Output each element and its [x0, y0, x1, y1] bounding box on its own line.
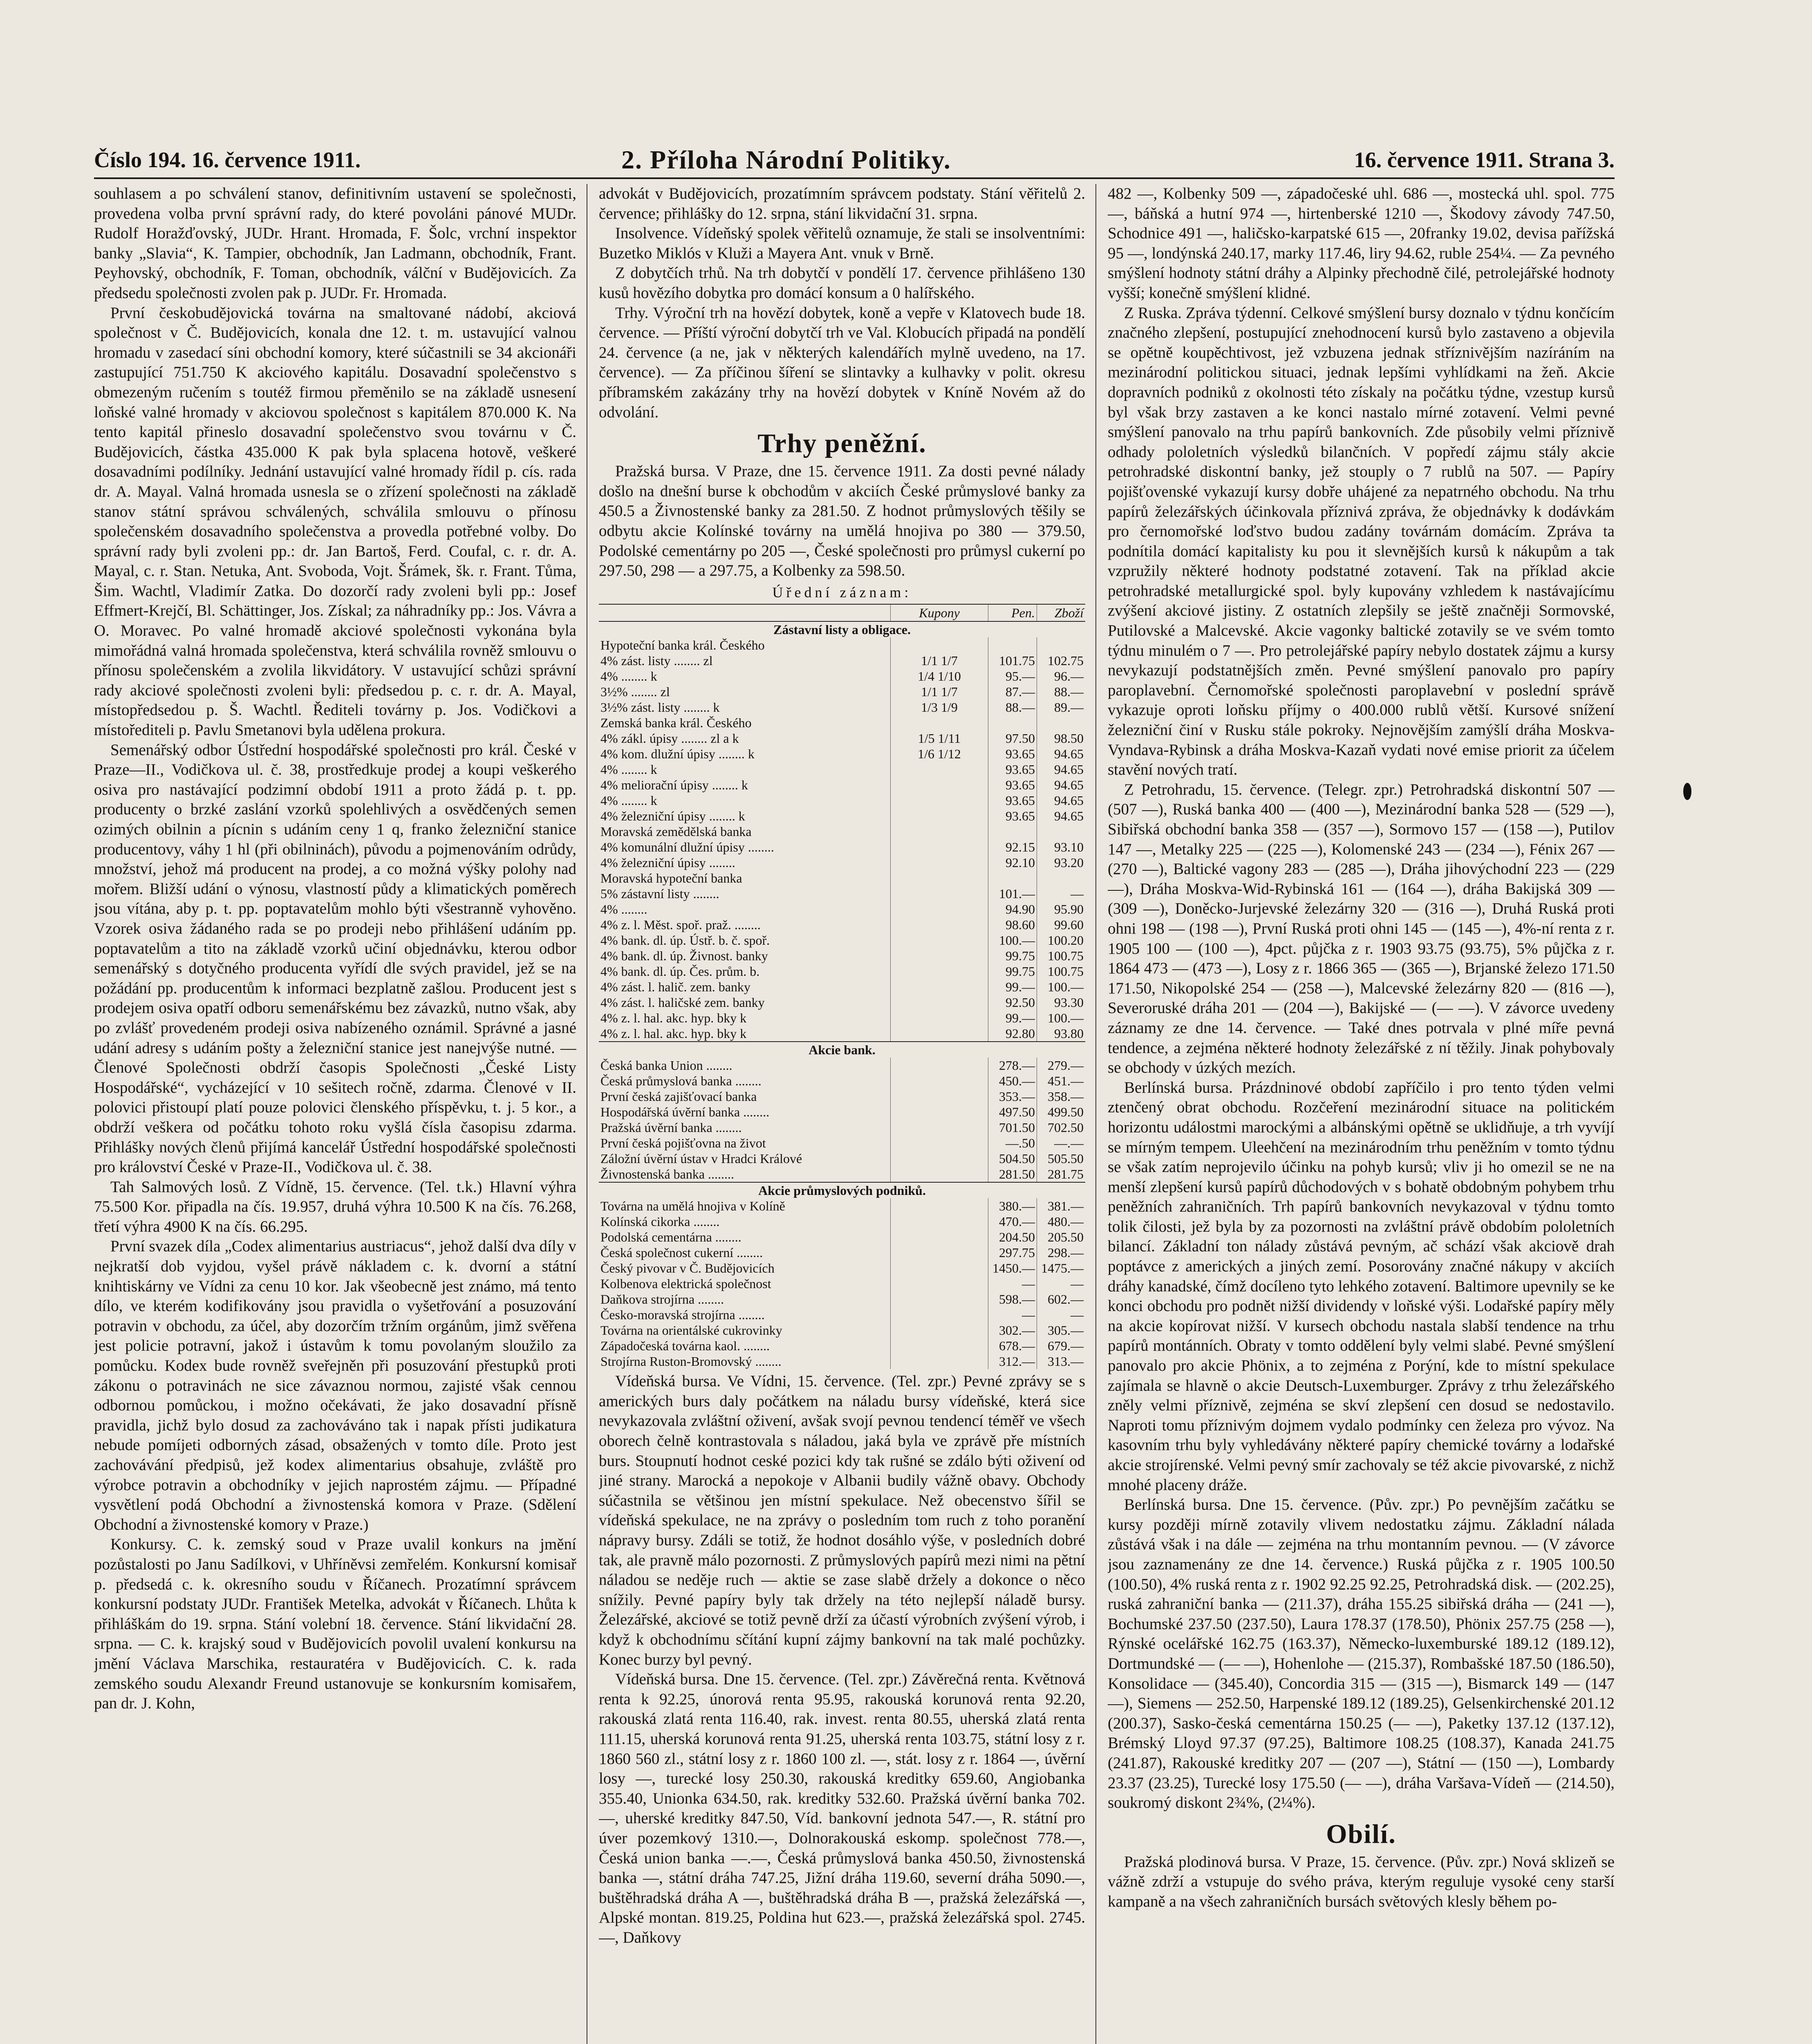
security-name: Pražská úvěrní banka ........	[600, 1120, 742, 1135]
price-money: 93.65	[988, 746, 1037, 762]
price-goods: 93.20	[1037, 855, 1086, 870]
price-money: 278.—	[988, 1058, 1037, 1073]
table-row	[599, 1354, 1085, 1369]
price-money: 100.—	[988, 932, 1037, 948]
table-row	[599, 1135, 1085, 1151]
security-name: 4% zást. l. haličské zem. banky	[600, 995, 765, 1010]
security-name: Podolská cementárna ........	[600, 1230, 741, 1245]
price-money: 353.—	[988, 1089, 1037, 1104]
security-name: Česko-moravská strojírna ........	[600, 1307, 765, 1322]
table-header: Pen.	[988, 604, 1037, 621]
coupon-dates	[891, 1026, 988, 1042]
price-money	[988, 637, 1037, 653]
coupon-dates	[891, 839, 988, 855]
security-name: 4% zákl. úpisy ........ zl a k	[600, 731, 739, 746]
table-row	[599, 855, 1085, 870]
security-name: Živnostenská banka ........	[600, 1167, 735, 1182]
security-name: 4% bank. dl. úp. Živnost. banky	[600, 948, 768, 964]
security-name: Kolbenova elektrická společnost	[600, 1276, 771, 1291]
table-row	[599, 901, 1085, 917]
price-money	[988, 715, 1037, 731]
table-row	[599, 653, 1085, 668]
coupon-dates	[891, 932, 988, 948]
article-paragraph: Tah Salmových losů. Z Vídně, 15. července. (Tel. t.k.) Hlavní výhra 75.500 Kor. připadla na čís. 19.957, druhá výhra 10.500 K na čís. 76.268, třetí výhra 4900 K na čís. 66.295.	[94, 1178, 576, 1235]
article-paragraph: Berlínská bursa. Prázdninové období zapříčilo i pro tento týden velmi ztenčený obrat obchodu. Rozčeření mezinárodní situace na politickém horizontu událostmi marockými a albánskými opětně se uklidňuje, a trh vyvíjí se mírným tempem. Uleehčení na mezinárodním trhu peněžním v tomto týdnu se však zatím neprojevilo účinku na pohyb kursů; vliv ji ho omezil se ne na menší zlepšení kursů papírů důchodových v s bohatě obdobným pohybem trhu peněžních zahraničních. Trh papírů bankovních nevykazoval v týdnu tomto tolik čilosti, jež byla by za pozornosti na zvláštní právě obdobím pololetních bilancí. Základní ton nálady zůstává pevným, ač schází však akciově drah poptávce z amerických a jiných zemí. Posorovány značné nákupy v akciích dráhy kanadské, čímž docíleno tyto lehkého zotavení. Baltimore upevnily se ke konci obchodu pro podnět nižší dividendy v loňské výši. Lodařské papíry měly na akcie kopírovat nižší. V kursech obchodu nastala slabší tendence na trhu papírů montánních. Obraty v tomto oddělení byly velmi slabé. Pevné smýšlení panovalo pro akcie Phönix, a to zejména z Porýní, kde to místní spekulace zajímala se hlavně o akcie Deutsch-Luxemburger. Zprávy z trhu železářského zněly velmi příznivě, zejména se skví zlepšení cen dosud se nedostavilo. Naproti tomu příznivým dojmem vydalo podmínky cen železa pro vývoz. Na kasovním trhu byly vyhledávány některé papíry chemické továrny a lodařské akcie strojírenské. Velmi pevný smír zachovaly se též akcie pivovarské, z nichž mnohé placeny dráže.	[1108, 1078, 1615, 1494]
table-row	[599, 762, 1085, 777]
price-money: 101.—	[988, 886, 1037, 901]
security-name: 5% zástavní listy ........	[600, 886, 719, 901]
price-goods: 313.—	[1037, 1354, 1086, 1369]
price-money: 93.65	[988, 793, 1037, 808]
price-money: 380.—	[988, 1198, 1037, 1214]
price-money: 497.50	[988, 1104, 1037, 1120]
price-money: 88.—	[988, 699, 1037, 715]
table-header: Kupony	[891, 604, 988, 621]
coupon-dates	[891, 1089, 988, 1104]
price-money	[988, 870, 1037, 886]
coupon-dates	[891, 1354, 988, 1369]
issue-number-date: Číslo 194. 16. července 1911.	[94, 148, 361, 172]
coupon-dates	[891, 964, 988, 979]
price-goods: 98.50	[1037, 731, 1086, 746]
table-row	[599, 1322, 1085, 1338]
table-row	[599, 870, 1085, 886]
security-name: Daňkova strojírna ........	[600, 1292, 724, 1307]
price-goods: 305.—	[1037, 1322, 1086, 1338]
price-goods: 89.—	[1037, 699, 1086, 715]
table-row	[599, 808, 1085, 824]
table-row	[599, 715, 1085, 731]
article-paragraph: Pražská bursa. V Praze, dne 15. července 1911. Za dosti pevné nálady došlo na dnešní burse k obchodům v akciích České průmyslové banky za 450.5 a Živnostenské banky za 281.50. Z hodnot průmyslových těšily se odbytu akcie Kolínské továrny na umělá hnojiva po 380 — 379.50, Podolské cementárny po 205 —, České společnosti pro průmysl cukerní po 297.50, 298 — a 297.75, a Kolbenky za 598.50.	[599, 462, 1085, 580]
coupon-dates	[891, 1073, 988, 1089]
security-name: Strojírna Ruston-Bromovský ........	[600, 1354, 782, 1369]
price-goods: 100.—	[1037, 1010, 1086, 1026]
article-paragraph: Berlínská bursa. Dne 15. července. (Pův. zpr.) Po pevnějším začátku se kursy později mírně zotavily vlivem nedostatku zájmu. Základní nálada zůstává však i na dále — zejména na trhu montanním pevnou. — (V závorce jsou zaznamenány ze dne 14. července.) Ruská půjčka z r. 1905 100.50 (100.50), 4% ruská renta z r. 1902 92.25 92.25, Petrohradská disk. — (202.25), ruská zahraniční banka — (211.37), dráha 155.25 sibiřská dráha — (241 —), Bochumské 237.50 (237.50), Laura 178.37 (178.50), Phönix 257.75 (258 —), Rýnské ocelářské 162.75 (163.37), Německo-luxemburské 189.12 (189.12), Dortmundské — (— —), Hohenlohe — (215.37), Rombašské 187.50 (186.50), Konsolidace — (345.40), Concordia 315 — (315 —), Bismarck 149 — (147 —), Siemens — 252.50, Harpenské 189.12 (189.25), Gelsenkirchenské 201.12 (200.37), Sasko-česká cementárna 150.25 (— —), Paketky 137.12 (137.12), Brémský Lloyd 97.37 (97.25), Baltimore 108.25 (108.37), Kanada 241.75 (241.87), Rakouské kreditky 207 — (207 —), Státní — (150 —), Lombardy 23.37 (23.25), Turecké losy 175.50 (— —), dráha Varšava-Vídeň — (214.50), soukromý diskont 2¾%, (2¼%).	[1108, 1496, 1615, 1812]
group-title: Akcie průmyslových podniků.	[599, 1182, 1085, 1198]
article-paragraph: Z Ruska. Zpráva týdenní. Celkové smýšlení bursy doznalo v týdnu končícím značného zlepšení, postupující znehodnocení kursů bylo zastaveno a objevila se opětně koupěchtivost, jež vzbuzena jednak stříznivějším nazíráním na mezinárodní politickou situaci, jednak lepšími vyhlídkami na žeň. Akcie dopravních podniků z okolnosti této získaly na počátku týdne, vzestup kursů byl však brzy zastaven a ke konci nastalo mírné zotavení. Velmi pevné smýšlení panovalo na trhu papírů bankovních. Zde působily velmi příznivě odhady pololetních výsledků bilančních. V popředí zájmu stály akcie petrohradské diskontní banky, jež stouply o 7 rublů na 507. — Papíry pojišťovenské vykazují kursy dobře uhájené za nepatrného obchodu. Na trhu papírů železářských účinkovala příznivá zpráva, že objednávky k dodávkám pro černomořské loďstvo budou zadány továrnám domácím. Zpráva ta podnítila domácí kapitalisty ku pou it slevnějších kursů k nákupům a tak vzpružily některé hodnoty podstatné zotavení. Tak na příklad akcie petrohradské metallurgické spol. byly kupovány vzhledem k nastávajícímu zvýšení akciové jistiny. Z ostatních zlepšily se ještě značněji Sormovské, Putilovské a Malcevské. Akcie vagonky baltické zotavily se ve svém tomto týdnu minulém o 7 —. Pro petrolejářské papíry nebylo dostatek zájmu a kursy nevykazují podstatnějších změn. Pevné smýšlení panovalo pro papíry paroplavební. Černomořské společnosti paroplavební v poslední správě vykazuje oproti loňsku příjmy o 400.000 rublů větší. Kursové snížení železniční činí v Rusku stále pokroky. Nejnovějším zamýšlí dráha Moskva-Vyndava-Rybinsk a dráha Moskva-Kazaň vydati nové emise priorit za účelem stavění nových tratí.	[1108, 304, 1615, 779]
table-row	[599, 1026, 1085, 1042]
table-row	[599, 746, 1085, 762]
article-paragraph: První českobudějovická továrna na smaltované nádobí, akciová společnost v Č. Budějovicích, konala dne 12. t. m. ustavující valnou hromadu v zasedací síni obchodní komory, které súčastnili se 34 akcionáři zastupující 751.750 K akciového kapitálu. Dosavadní společenstvo s obmezeným ručením s toutéž firmou přeměnilo se na základě usnesení loňské valné hromady v akciovou společnost s kapitálem 870.000 K. Na tento kapitál přineslo dosavadní společenstvo svou továrnu v Č. Budějovicích, částka 435.000 K pak byla splacena hotově, veškeré dosavadními podílníky. Jednání ustavující valné hromady řídil p. cís. rada dr. A. Mayal. Valná hromada usnesla se o zřízení společnosti na základě stanov státní správou schválených, schválila smlouvu o přínosu společenském dosavadního společenstva a provedla potřebné volby. Do správní rady byli zvoleni pp.: dr. Jan Bartoš, Ferd. Coufal, c. r. dr. A. Mayal, c. r. Stan. Netuka, Ant. Svoboda, Vojt. Šrámek, šk. r. Frant. Tůma, Šim. Wachtl, Vladimír Zatka. Do dozorčí rady zvoleni byli pp.: Josef Effmert-Krejčí, Bl. Schättinger, Jos. Získal; za náhradníky pp.: Jos. Vávra a O. Moravec. Po valné hromadě akciové společnosti vykonána byla mimořádná valná hromada společenstva, která schválila rovněž smlouvu o přínosu společenském a zvolila likvidátory. V ustavující schůzi správní rady akciové společnosti zvoleni byli: předsedou p. c. r. dr. A. Mayal, místopředsedou p. Š. Wachtl. Řediteli továrny p. Jos. Vodičkovi a místořediteli p. Pavlu Smetanovi byla udělena prokura.	[94, 304, 576, 739]
coupon-dates	[891, 1338, 988, 1354]
price-money: 312.—	[988, 1354, 1037, 1369]
price-money: 87.—	[988, 684, 1037, 699]
article-paragraph: Pražská plodinová bursa. V Praze, 15. července. (Pův. zpr.) Nová sklizeň se vážně zdrží a vstupuje do svého práva, kterým reguluje vysoké ceny starší kampaně a na všech zahraničních bursách světových klesly během po-	[1108, 1853, 1615, 1910]
article-paragraph: Z dobytčích trhů. Na trh dobytčí v pondělí 17. července přihlášeno 130 kusů hovězího dobytka pro domácí konsum a 0 halířského.	[599, 264, 1085, 302]
price-money: 470.—	[988, 1214, 1037, 1229]
coupon-dates	[891, 808, 988, 824]
security-name: 4% z. l. hal. akc. hyp. bky k	[600, 1026, 747, 1041]
article-paragraph: Z Petrohradu, 15. července. (Telegr. zpr.) Petrohradská diskontní 507 — (507 —), Ruská banka 400 — (400 —), Mezinárodní banka 528 — (529 —), Sibiřská obchodní banka 358 — (357 —), Sormovo 157 — (158 —), Putilov 147 —, Metalky 225 — (225 —), Kolomenské 243 — (234 —), Fénix 267 — (270 —), Baltické vagony 283 — (285 —), Dráha jihovýchodní 223 — (229 —), Dráha Moskva-Wid-Rybinská 161 — (164 —), dráha Bakijská 309 — (309 —), Doněcko-Jurjevské železárny 320 — (316 —), Druhá Ruská proti ohni 198 — (198 —), První Ruská proti ohni 145 — (145 —), 4%-ní renta z r. 1905 100 — (100 —), 4pct. půjčka z r. 1903 93.75 (93.75), 5% půjčka z r. 1864 473 — (473 —), Losy z r. 1866 365 — (365 —), Brjanské železo 171.50 171.50, Nikopolské 254 — (258 —), Malcevské železárny 820 — (816 —), Severoruské dráha 201 — (204 —), Bakijské — (— —). V závorce uvedeny záznamy ze dne 14. července. — Také dnes potrvala v plné míře pevná tendence, a zejména některé hodnoty železářské z ní těžily. Jinak pohybovaly se obchody v úzkých mezích.	[1108, 780, 1615, 1077]
coupon-dates: 1/1 1/7	[891, 684, 988, 699]
security-name: 3½% zást. listy ........ k	[600, 700, 720, 715]
price-goods: 100.75	[1037, 948, 1086, 964]
table-row	[599, 1214, 1085, 1229]
price-goods: 93.80	[1037, 1026, 1086, 1042]
coupon-dates	[891, 886, 988, 901]
price-goods: 96.—	[1037, 668, 1086, 684]
table-row	[599, 777, 1085, 793]
coupon-dates	[891, 777, 988, 793]
price-goods: 298.—	[1037, 1245, 1086, 1260]
price-money: 92.80	[988, 1026, 1037, 1042]
price-money: 92.10	[988, 855, 1037, 870]
coupon-dates	[891, 870, 988, 886]
table-row	[599, 1010, 1085, 1026]
table-row	[599, 1104, 1085, 1120]
column-divider	[1095, 184, 1096, 2044]
article-paragraph: Vídeňská bursa. Dne 15. července. (Tel. zpr.) Závěrečná renta. Květnová renta k 92.25, únorová renta 95.95, rakouská korunová renta 92.20, rakouská zlatá renta 116.40, rak. invest. renta 80.55, uherská zlatá renta 111.15, uherská korunová renta 91.25, uherská renta 103.75, státní losy z r. 1860 560 zl., státní losy z r. 1860 100 zl. —, stát. losy z r. 1864 —, úvěrní losy —, turecké losy 250.30, rakouská kreditky 659.60, Angiobanka 355.40, Unionka 634.50, rak. kreditky 532.60. Pražská úvěrní banka 702.—, uherské kreditky 847.50, Víd. bankovní jednota 547.—, R. státní pro úver pozemkový 1310.—, Dolnorakouská eskomp. společnost 778.—, Česká union banka —.—, Česká průmyslová banka 450.50, živnostenská banka —, státní dráha 747.25, Jižní dráha 119.60, severní dráha 5090.—, buštěhradská dráha A —, buštěhradská dráha B —, pražská železářská —, Alpské montan. 819.25, Poldina hut 623.—, pražská železářská spol. 2745.—, Daňkovy	[599, 1670, 1085, 1946]
price-goods: 100.75	[1037, 964, 1086, 979]
table-row	[599, 699, 1085, 715]
coupon-dates	[891, 824, 988, 839]
price-goods: 94.65	[1037, 808, 1086, 824]
price-goods: 279.—	[1037, 1058, 1086, 1073]
security-name: Česká banka Union ........	[600, 1058, 732, 1073]
price-goods: —	[1037, 1276, 1086, 1291]
table-row	[599, 668, 1085, 684]
coupon-dates	[891, 979, 988, 995]
price-goods: 505.50	[1037, 1151, 1086, 1166]
column-1	[94, 184, 576, 2044]
price-money: 101.75	[988, 653, 1037, 668]
security-name: 4% z. l. Měst. spoř. praž. ........	[600, 917, 761, 932]
security-name: 4% ........	[600, 902, 647, 917]
price-money: 297.75	[988, 1245, 1037, 1260]
price-money: 678.—	[988, 1338, 1037, 1354]
article-paragraph: souhlasem a po schválení stanov, definitivním ustavení se společnosti, provedena volba první správní rady, do které povoláni pánové MUDr. Rudolf Horažďovský, JUDr. Hrant. Hromada, F. Šolc, vrchní inspektor banky „Slavia“, K. Tampier, obchodník, Jan Ladmann, obchodník, Frant. Peyhovský, obchodník, F. Toman, obchodník, válční v Budějovicích. Za předsedu společnosti zvolen pak p. JUDr. Fr. Hromada.	[94, 185, 576, 302]
price-goods: 602.—	[1037, 1291, 1086, 1307]
table-row	[599, 995, 1085, 1010]
coupon-dates: 1/6 1/12	[891, 746, 988, 762]
security-name: 4% kom. dlužní úpisy ........ k	[600, 746, 755, 762]
table-group-heading	[599, 1182, 1085, 1198]
article-paragraph: Trhy. Výroční trh na hovězí dobytek, koně a vepře v Klatovech bude 18. července. — Příští výroční dobytčí trh ve Val. Klobucích připadá na pondělí 24. července (a ne, jak v některých kalendářích mylně uvedeno, na 17. července). — Za příčinou šíření se slintavky a kulhavky v polit. okresu příbramském zakázány trhy na hovězí dobytek v Kníně Novém až do odvolání.	[599, 304, 1085, 421]
security-name: Český pivovar v Č. Budějovicích	[600, 1261, 775, 1276]
price-goods: 88.—	[1037, 684, 1086, 699]
table-row	[599, 839, 1085, 855]
security-name: Hospodářská úvěrní banka ........	[600, 1105, 770, 1120]
price-money: —	[988, 1276, 1037, 1291]
table-row	[599, 1120, 1085, 1135]
coupon-dates	[891, 1166, 988, 1182]
security-name: Česká průmyslová banka ........	[600, 1074, 762, 1089]
table-row	[599, 1291, 1085, 1307]
price-money: 95.—	[988, 668, 1037, 684]
coupon-dates	[891, 1229, 988, 1245]
coupon-dates	[891, 917, 988, 932]
price-goods: 281.75	[1037, 1166, 1086, 1182]
table-row	[599, 948, 1085, 964]
price-money: 97.50	[988, 731, 1037, 746]
ink-blot	[1683, 783, 1691, 800]
coupon-dates: 1/4 1/10	[891, 668, 988, 684]
table-row	[599, 1260, 1085, 1276]
price-goods: 94.65	[1037, 777, 1086, 793]
price-money: 701.50	[988, 1120, 1037, 1135]
coupon-dates	[891, 793, 988, 808]
section-heading-grain: Obilí.	[1326, 1819, 1396, 1849]
table-row	[599, 1151, 1085, 1166]
coupon-dates	[891, 1198, 988, 1214]
price-money: 92.15	[988, 839, 1037, 855]
price-money: 99.—	[988, 979, 1037, 995]
table-row	[599, 1089, 1085, 1104]
header-rule	[94, 177, 1615, 179]
security-name: 4% bank. dl. úp. Čes. prům. b.	[600, 964, 760, 979]
price-table	[599, 604, 1085, 1369]
price-goods: 95.90	[1037, 901, 1086, 917]
table-group-heading	[599, 1042, 1085, 1058]
newspaper-page	[94, 147, 1615, 2044]
coupon-dates	[891, 1322, 988, 1338]
coupon-dates	[891, 1260, 988, 1276]
article-paragraph: První svazek díla „Codex alimentarius austriacus“, jehož další dva díly v nejkratší dob vyjdou, vyšel právě nákladem c. k. dvorní a státní knihtiskárny ve Vídni za cenu 10 kor. Jak všeobecně jest známo, má tento dílo, ve kterém kodifikovány jsou pravidla o vyšetřování a posuzování potravin v obchodu, za účel, aby dozorčím tržním orgánům, jimž svěřena jest policie potravní, jakož i ústavům k tomu povolaným sloužilo za pomůcku. Kodex bude rovněž sveřejněn při posuzování přestupků proti zákonu o potravinách ne sice závaznou normou, zajisté však cennou odbornou pomůckou, i možno očekávati, že jako dosavadní přísně pravidla, jichž bylo dosud za zachováváno tak i napak přísti judikatura nebude pomíjeti odborných zásad, obsažených v tomto díle. Proto jest zachovávání předpisů, jež kodex alimentarius obsahuje, zvláště pro výrobce potravin a obchodníky v jejich naprostém zájmu. — Případné vysvětlení podá Obchodní a živnostenská komora v Praze. (Sdělení Obchodní a živnostenské komory v Praze.)	[94, 1237, 576, 1533]
coupon-dates	[891, 1058, 988, 1073]
price-goods	[1037, 870, 1086, 886]
price-goods: 679.—	[1037, 1338, 1086, 1354]
coupon-dates: 1/5 1/11	[891, 731, 988, 746]
price-goods: 99.60	[1037, 917, 1086, 932]
security-name: První česká zajišťovací banka	[600, 1089, 757, 1104]
price-money: 99.75	[988, 964, 1037, 979]
price-goods: —	[1037, 1307, 1086, 1322]
coupon-dates	[891, 1151, 988, 1166]
price-money: 1450.—	[988, 1260, 1037, 1276]
table-row	[599, 979, 1085, 995]
price-money: 281.50	[988, 1166, 1037, 1182]
price-money: 450.—	[988, 1073, 1037, 1089]
article-paragraph: Semenářský odbor Ústřední hospodářské společnosti pro král. České v Praze—II., Vodičkova ul. č. 38, prostředkuje prodej a koupi veškerého osiva pro nastávající podzimní období 1911 a proto žádá p. t. pp. producenty o brzké zaslání vzorků spolehlivých a osvědčených semen ozimých obilnin a pícnin s udáním ceny 1 q, franko železniční stanice producentovy, váhy 1 hl (při obilninách), původu a pojmenováním odrůdy, množství, jehož má producent na prodej, a co možná výšky polohy nad mořem. Bližší udání o výnosu, vlastností půdy a klimatických poměrech jsou vítána, aby p. t. pp. poptavatelům mohlo býti všestranně vyhověno. Vzorek osiva žádaného rada se po prodeji nebo přihlášení udáním pp. poptavatelům a tito na základě vzorků učiní objednávku, kterou odbor semenářský s dotyčného producenta vyřídí dle svých pravidel, jež se na požádání pp. producentům k informaci bezplatně zašlou. Producent jest s prodejem osiva opatří odboru semenářskému bez závazků, nutno však, aby po zvlášť provedeném prodeji osiva nabízeného oznámil. Správné a jasné udání adresy s udáním pošty a železniční stanice jest nanejvýše nutné. — Členové Společnosti obdrží časopis Společnosti „České Listy Hospodářské“, vycházející v 10 sešitech ročně, zdarma. Členové v II. polovici přistoupí platí pouze polovici členského příspěvku, t. j. 5 kor., a obdrží veškera od počátku tohoto roku vyšlá čísla časopisu zdarma. Přihlášky nových členů přijímá kancelář Ústřední hospodářské společnosti pro království České v Praze-II., Vodičkova ul. č. 38.	[94, 741, 576, 1176]
table-row	[599, 1276, 1085, 1291]
table-row	[599, 1229, 1085, 1245]
price-money: 99.—	[988, 1010, 1037, 1026]
security-name: 4% z. l. hal. akc. hyp. bky k	[600, 1011, 747, 1026]
price-goods: —	[1037, 886, 1086, 901]
page-number-date: 16. července 1911. Strana 3.	[1354, 148, 1615, 172]
table-row	[599, 964, 1085, 979]
security-name: 4% zást. l. halič. zem. banky	[600, 979, 750, 995]
security-name: Česká společnost cukerní ........	[600, 1245, 763, 1260]
table-row	[599, 793, 1085, 808]
coupon-dates	[891, 1214, 988, 1229]
price-money: 92.50	[988, 995, 1037, 1010]
price-goods: 451.—	[1037, 1073, 1086, 1089]
coupon-dates	[891, 762, 988, 777]
table-row	[599, 1073, 1085, 1089]
security-name: Moravská hypoteční banka	[600, 871, 742, 886]
table-row	[599, 917, 1085, 932]
group-title: Akcie bank.	[599, 1042, 1085, 1058]
price-money: 99.75	[988, 948, 1037, 964]
security-name: Kolínská cikorka ........	[600, 1214, 720, 1229]
column-2	[599, 184, 1085, 2044]
article-paragraph: 482 —, Kolbenky 509 —, západočeské uhl. 686 —, mostecká uhl. spol. 775 —, báňská a hutní 974 —, hirtenberské 1210 —, Škodovy závody 747.50, Schodnice 491 —, haličsko-karpatské 615 —, 20franky 19.02, devisa pařížská 95 —, londýnská 240.17, marky 117.46, liry 94.62, ruble 254¼. — Za pevného smýšlení hodnoty státní dráhy a Alpinky přechodně čilé, petrolejářské hodnoty vyšší; konečně smýšlení klidné.	[1108, 185, 1615, 302]
security-name: Záložní úvěrní ústav v Hradci Králové	[600, 1151, 802, 1166]
price-goods: 102.75	[1037, 653, 1086, 668]
section-heading-money-markets: Trhy peněžní.	[757, 428, 927, 459]
column-3	[1108, 184, 1615, 2044]
group-title: Zástavní listy a obligace.	[599, 621, 1085, 637]
security-name: 4% bank. dl. úp. Ústř. b. č. spoř.	[600, 933, 770, 948]
price-goods: 1475.—	[1037, 1260, 1086, 1276]
security-name: Moravská zemědělská banka	[600, 824, 752, 839]
supplement-title: 2. Příloha Národní Politiky.	[621, 145, 951, 174]
coupon-dates	[891, 995, 988, 1010]
coupon-dates	[891, 1120, 988, 1135]
security-name: Továrna na umělá hnojiva v Kolíně	[600, 1199, 785, 1214]
coupon-dates	[891, 1307, 988, 1322]
price-goods: 381.—	[1037, 1198, 1086, 1214]
table-row	[599, 824, 1085, 839]
price-money: 598.—	[988, 1291, 1037, 1307]
security-name: 3½% ........ zl	[600, 684, 670, 699]
table-row	[599, 637, 1085, 653]
table-row	[599, 1166, 1085, 1182]
article-paragraph: advokát v Budějovicích, prozatímním správcem podstaty. Stání věřitelů 2. července; přihlášky do 12. srpna, stání likvidační 31. srpna.	[599, 185, 1085, 222]
security-name: 4% ........ k	[600, 762, 657, 777]
price-goods	[1037, 637, 1086, 653]
price-money: 93.65	[988, 808, 1037, 824]
price-goods: 499.50	[1037, 1104, 1086, 1120]
official-record-heading: Úřední záznam:	[772, 584, 912, 601]
table-row	[599, 1338, 1085, 1354]
price-goods: 480.—	[1037, 1214, 1086, 1229]
price-goods: 358.—	[1037, 1089, 1086, 1104]
table-row	[599, 731, 1085, 746]
price-money: 504.50	[988, 1151, 1037, 1166]
price-goods: 100.—	[1037, 979, 1086, 995]
price-money: 93.65	[988, 762, 1037, 777]
price-goods	[1037, 715, 1086, 731]
coupon-dates	[891, 901, 988, 917]
security-name: Západočeská továrna kaol. ........	[600, 1338, 770, 1354]
table-header	[599, 604, 891, 621]
security-name: 4% meliorační úpisy ........ k	[600, 778, 748, 793]
price-money: 94.90	[988, 901, 1037, 917]
coupon-dates	[891, 1104, 988, 1120]
price-goods: 94.65	[1037, 746, 1086, 762]
table-row	[599, 1307, 1085, 1322]
security-name: Zemská banka král. Českého	[600, 715, 752, 731]
table-row	[599, 932, 1085, 948]
page-header	[94, 147, 1615, 176]
coupon-dates: 1/3 1/9	[891, 699, 988, 715]
coupon-dates	[891, 1291, 988, 1307]
price-goods: —.—	[1037, 1135, 1086, 1151]
coupon-dates	[891, 1135, 988, 1151]
security-name: 4% zást. listy ........ zl	[600, 653, 713, 668]
coupon-dates: 1/1 1/7	[891, 653, 988, 668]
coupon-dates	[891, 1245, 988, 1260]
security-name: 4% ........ k	[600, 669, 657, 684]
price-money: 302.—	[988, 1322, 1037, 1338]
table-row	[599, 684, 1085, 699]
price-money: 93.65	[988, 777, 1037, 793]
price-goods: 94.65	[1037, 762, 1086, 777]
price-goods	[1037, 824, 1086, 839]
price-money: —.50	[988, 1135, 1037, 1151]
price-goods: 100.20	[1037, 932, 1086, 948]
coupon-dates	[891, 855, 988, 870]
coupon-dates	[891, 1276, 988, 1291]
security-name: První česká pojišťovna na život	[600, 1136, 766, 1151]
coupon-dates	[891, 948, 988, 964]
table-row	[599, 1198, 1085, 1214]
price-money: —	[988, 1307, 1037, 1322]
security-name: 4% železniční úpisy ........	[600, 855, 735, 870]
price-goods: 93.10	[1037, 839, 1086, 855]
price-money: 98.60	[988, 917, 1037, 932]
table-row	[599, 1245, 1085, 1260]
table-header: Zboží	[1037, 604, 1086, 621]
table-group-heading	[599, 621, 1085, 637]
security-name: 4% ........ k	[600, 793, 657, 808]
security-name: Hypoteční banka král. Českého	[600, 638, 765, 653]
coupon-dates	[891, 637, 988, 653]
coupon-dates	[891, 1010, 988, 1026]
price-goods: 93.30	[1037, 995, 1086, 1010]
price-goods: 205.50	[1037, 1229, 1086, 1245]
price-goods: 94.65	[1037, 793, 1086, 808]
price-goods: 702.50	[1037, 1120, 1086, 1135]
article-paragraph: Konkursy. C. k. zemský soud v Praze uvalil konkurs na jmění pozůstalosti po Janu Sadílkovi, v Uhříněvsi zemřelém. Konkursní komisař p. předsedá c. k. okresního soudu v Říčanech. Prozatímní správcem konkursní podstaty JUDr. František Metelka, advokát v Říčanech. Lhůta k přihláškám do 19. srpna. Stání volební 18. července. Stání likvidační 28. srpna. — C. k. krajský soud v Budějovicích povolil uvalení konkursu na jmění Václava Marschika, restauratéra v Budějovicích. C. k. rada zemského soudu Alexandr Freund ustanovuje se konkursním komisařem, pan dr. J. Kohn,	[94, 1535, 576, 1712]
coupon-dates	[891, 715, 988, 731]
article-paragraph: Vídeňská bursa. Ve Vídni, 15. července. (Tel. zpr.) Pevné zprávy se s amerických burs daly počátkem na náladu bursy vídeňské, která sice nevykazovala zvláštní oživení, avšak svojí pevnou tendencí téměř ve všech oborech čelně kontrastovala s náladou, jaká byla ve zprávě pře místních burs. Stoupnutí hodnot ceské pozici kdy tak rušné se zdálo býti oživení od jiné strany. Marocká a nepokoje v Albanii budily vážně obavy. Obchody súčastnila se většinou jen místní spekulace. Než obecenstvo šířil se vídeňská spekulace, ne na zprávy o posledním tom ruch z toho poranění nápravy bursy. Zdáli se totiž, že hodnot dosáhlo výše, v posledních dobré tak, ale pravně málo pozornosti. Z průmyslových papírů mezi nimi na pětní náladou se neděje ruch — aktie se zase slabě držely a dokonce o něco snížily. Pevné papíry byly tak držely na této nejlepší náladě bursy. Železářské, akciové se totiž pevně drží za účastí výrobních zvýšení výrob, i když k obchodnímu sčítání kupní zájmy bankovní na tak malé pochůzky. Konec burzy byl pevný.	[599, 1372, 1085, 1668]
article-paragraph: Insolvence. Vídeňský spolek věřitelů oznamuje, že stali se insolventními: Buzetko Miklós v Kluži a Mayera Ant. vnuk v Brně.	[599, 224, 1085, 262]
security-name: Továrna na orientálské cukrovinky	[600, 1323, 782, 1338]
security-name: 4% komunální dlužní úpisy ........	[600, 840, 774, 855]
price-money	[988, 824, 1037, 839]
price-money: 204.50	[988, 1229, 1037, 1245]
security-name: 4% železniční úpisy ........ k	[600, 809, 745, 824]
table-row	[599, 886, 1085, 901]
table-row	[599, 1058, 1085, 1073]
